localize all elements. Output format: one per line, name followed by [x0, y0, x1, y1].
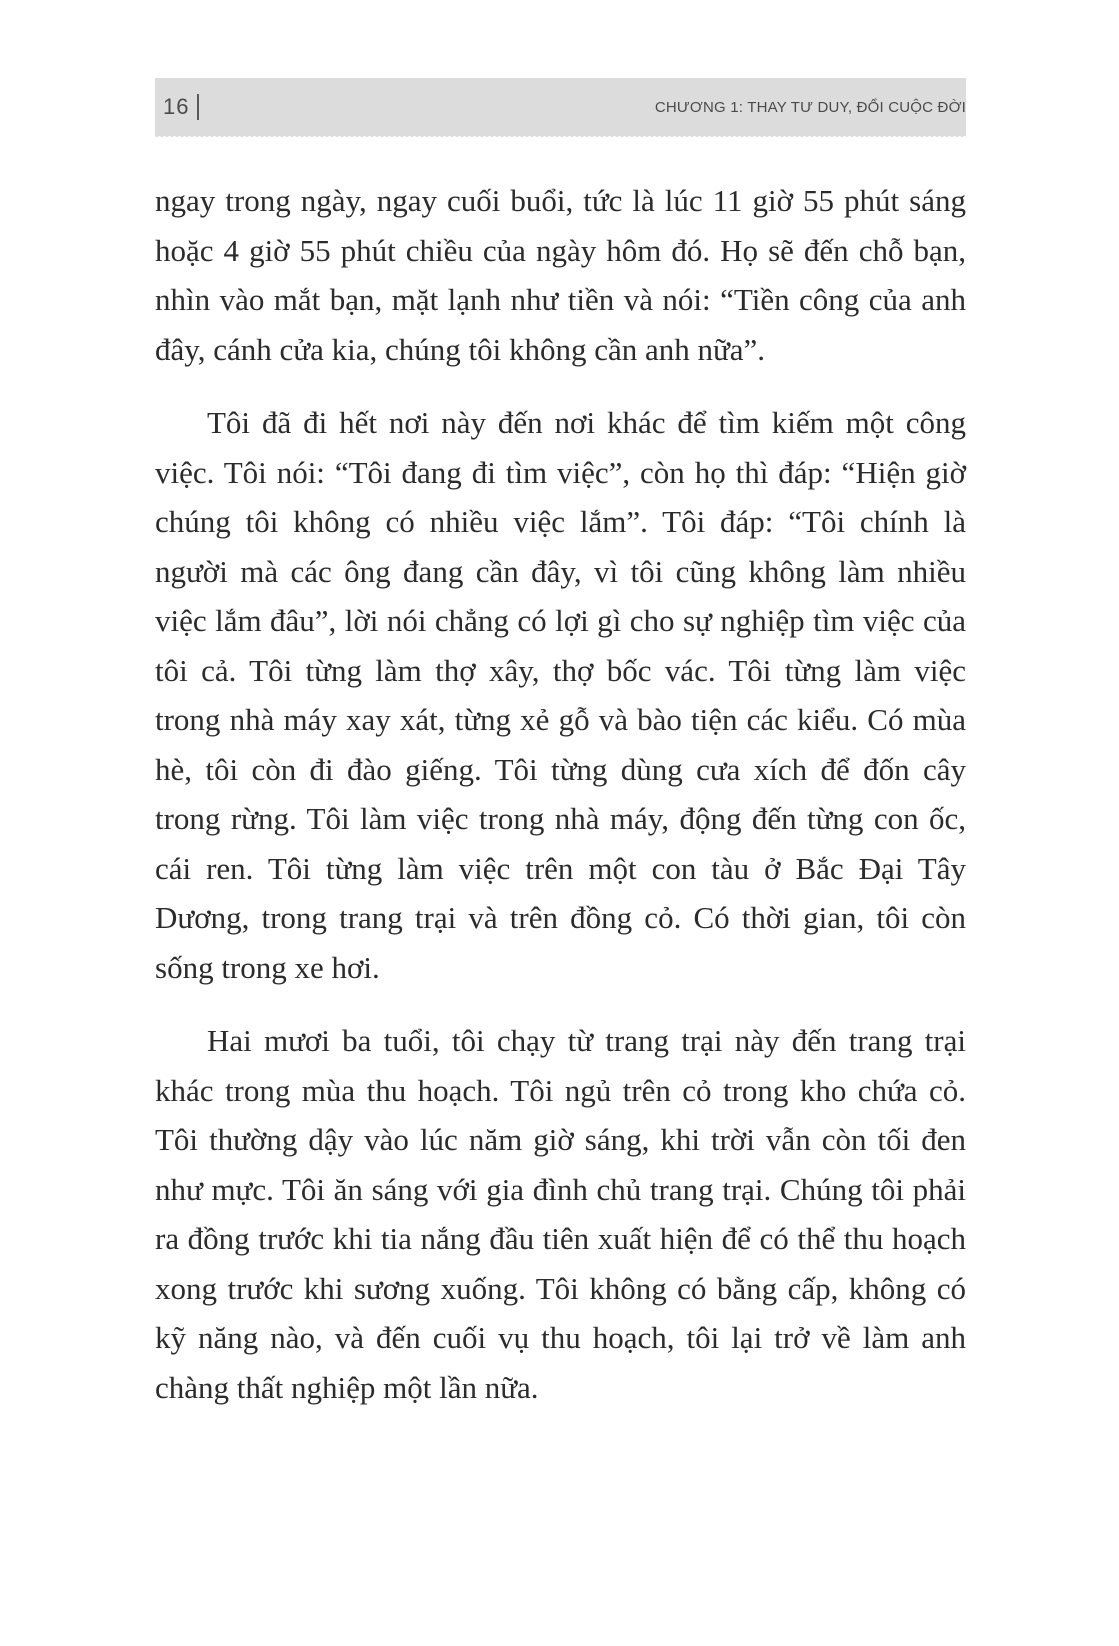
paragraph: Hai mươi ba tuổi, tôi chạy từ trang trại này đến trang trại khác trong mùa thu hoạch. Tôi ngủ trên cỏ trong kho chứa cỏ. Tôi thường dậy vào lúc năm giờ sáng, khi trời vẫn còn tối đen như mực. Tôi ăn sáng với gia đình chủ trang trại. Chúng tôi phải ra đồng trước khi tia nắng đầu tiên xuất hiện để có thể thu hoạch xong trước khi sương xuống. Tôi không có bằng cấp, không có kỹ năng nào, và đến cuối vụ thu hoạch, tôi lại trở về làm anh chàng thất nghiệp một lần nữa.	[155, 1023, 966, 1405]
page-number: 16	[163, 94, 190, 119]
paragraph: Tôi đã đi hết nơi này đến nơi khác để tìm kiếm một công việc. Tôi nói: “Tôi đang đi tìm việc”, còn họ thì đáp: “Hiện giờ chúng tôi không có nhiều việc lắm”. Tôi đáp: “Tôi chính là người mà các ông đang cần đây, vì tôi cũng không làm nhiều việc lắm đâu”, lời nói chẳng có lợi gì cho sự nghiệp tìm việc của tôi cả. Tôi từng làm thợ xây, thợ bốc vác. Tôi từng làm việc trong nhà máy xay xát, từng xẻ gỗ và bào tiện các kiểu. Có mùa hè, tôi còn đi đào giếng. Tôi từng dùng cưa xích để đốn cây trong rừng. Tôi làm việc trong nhà máy, động đến từng con ốc, cái ren. Tôi từng làm việc trên một con tàu ở Bắc Đại Tây Dương, trong trang trại và trên đồng cỏ. Có thời gian, tôi còn sống trong xe hơi.	[155, 405, 966, 985]
paragraph: ngay trong ngày, ngay cuối buổi, tức là lúc 11 giờ 55 phút sáng hoặc 4 giờ 55 phút chiều của ngày hôm đó. Họ sẽ đến chỗ bạn, nhìn vào mắt bạn, mặt lạnh như tiền và nói: “Tiền công của anh đây, cánh cửa kia, chúng tôi không cần anh nữa”.	[155, 183, 966, 367]
page-header	[155, 78, 966, 136]
chapter-title: CHƯƠNG 1: THAY TƯ DUY, ĐỔI CUỘC ĐỜI	[654, 99, 966, 116]
header-divider	[197, 94, 199, 120]
body-text	[155, 176, 966, 1436]
